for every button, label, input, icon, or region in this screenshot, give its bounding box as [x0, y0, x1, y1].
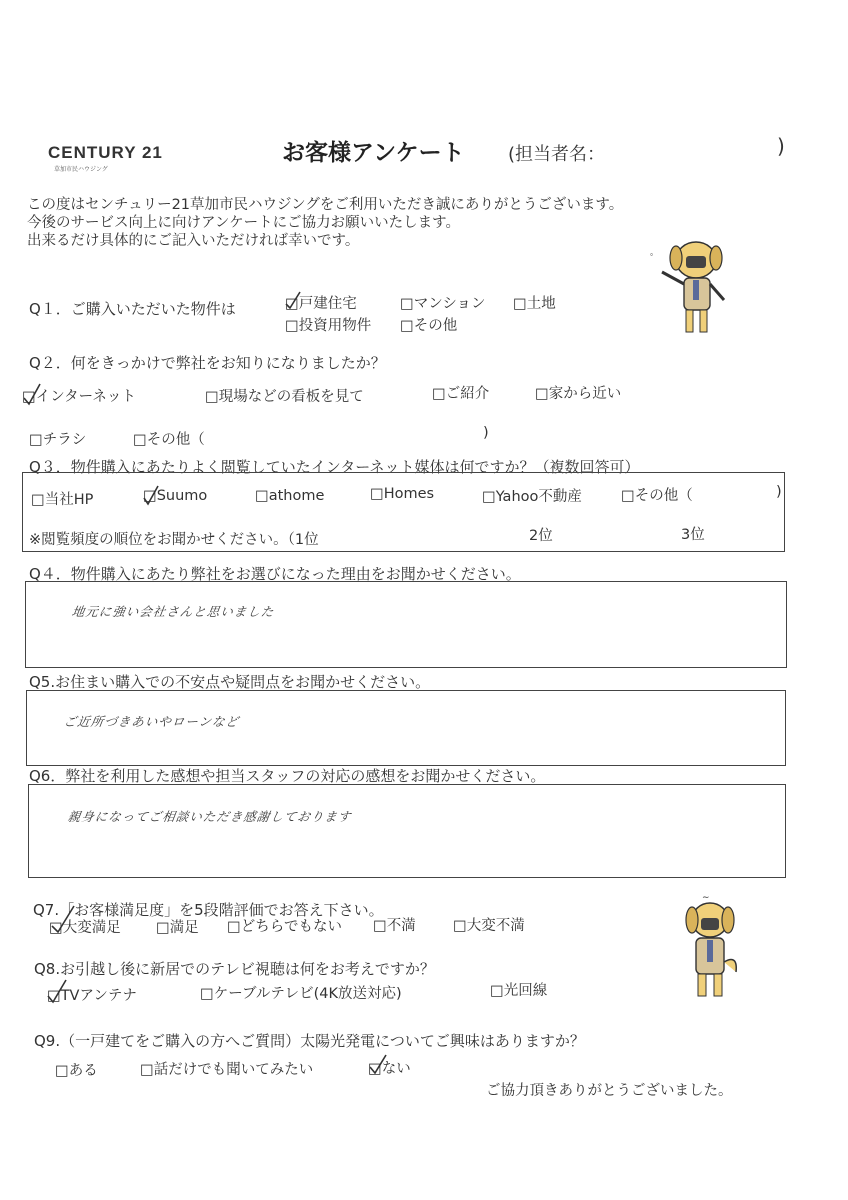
q3-other-close-paren: ): [776, 484, 782, 500]
q2-checkmark-icon: [22, 382, 42, 406]
q1-option-land[interactable]: □土地: [513, 296, 556, 312]
q2-question: Q２．何をきっかけで弊社をお知りになりましたか？: [29, 354, 386, 372]
intro-line-3: 出来るだけ具体的にご記入いただければ幸いです。: [27, 233, 360, 249]
q3-rank-2: 2位: [529, 528, 553, 544]
intro-line-1: この度はセンチュリー21草加市民ハウジングをご利用いただき誠にありがとうございます。: [27, 197, 624, 213]
q2-option-near-home[interactable]: □家から近い: [535, 386, 622, 402]
staff-name-label: (担当者名：: [508, 144, 606, 165]
q3-option-company-hp[interactable]: □当社HP: [31, 492, 94, 508]
q1-checkmark-icon: [284, 290, 302, 310]
q1-option-investment[interactable]: □投資用物件: [285, 318, 372, 334]
q1-option-other[interactable]: □その他: [400, 318, 458, 334]
q5-question: Q5.お住まい購入での不安点や疑問点をお聞かせください。: [29, 673, 431, 691]
q3-option-other[interactable]: □その他（: [621, 488, 693, 504]
q7-question: Q7.「お客様満足度」を5段階評価でお答え下さい。: [33, 901, 384, 919]
q6-answer-box[interactable]: [28, 784, 786, 878]
dog-mascot-bowing-icon: [672, 892, 750, 1002]
q2-other-close-paren: ): [483, 425, 489, 441]
q1-question: Q１．ご購入いただいた物件は: [29, 300, 236, 318]
q5-handwritten-answer: ご近所づきあいやローンなど: [62, 714, 241, 729]
q9-option-yes[interactable]: □ある: [55, 1063, 98, 1079]
q3-option-yahoo[interactable]: □Yahoo不動産: [482, 489, 582, 505]
staff-name-close-paren: ): [777, 134, 785, 158]
q6-question: Q6．弊社を利用した感想や担当スタッフの対応の感想をお聞かせください。: [29, 767, 546, 785]
q7-checkmark-icon: [50, 904, 76, 934]
q8-option-fiber[interactable]: □光回線: [490, 983, 548, 999]
q9-checkmark-icon: [368, 1053, 388, 1075]
q2-option-referral[interactable]: □ご紹介: [432, 386, 490, 402]
q3-option-suumo[interactable]: □Suumo: [143, 488, 208, 504]
q4-question: Q４．物件購入にあたり弊社をお選びになった理由をお聞かせください。: [29, 565, 521, 583]
company-logo: CENTURY 21: [48, 143, 163, 162]
q7-option-dissatisfied[interactable]: □不満: [373, 918, 416, 934]
svg-text:ﾟ: ﾟ: [650, 254, 655, 265]
dog-mascot-pointing-icon: [648, 232, 738, 342]
q4-handwritten-answer: 地元に強い会社さんと思いました: [70, 604, 276, 619]
q1-option-detached-house[interactable]: □戸建住宅: [285, 296, 357, 312]
q3-option-homes[interactable]: □Homes: [370, 486, 435, 502]
q3-checkmark-icon: [142, 484, 160, 506]
q7-option-satisfied[interactable]: □満足: [156, 920, 199, 936]
q8-option-cable-tv[interactable]: □ケーブルテレビ(4K放送対応): [200, 986, 402, 1002]
q3-question: Q３．物件購入にあたりよく閲覧していたインターネット媒体は何ですか？（複数回答可）: [29, 458, 640, 476]
q2-option-internet[interactable]: □インターネット: [22, 389, 136, 405]
closing-thanks: ご協力頂きありがとうございました。: [486, 1083, 733, 1099]
svg-text:∼: ∼: [702, 893, 710, 903]
q7-option-very-satisfied[interactable]: □大変満足: [49, 920, 121, 936]
q9-question: Q9.（一戸建てをご購入の方へご質問）太陽光発電についてご興味はありますか？: [34, 1032, 585, 1050]
q2-option-other[interactable]: □その他（: [133, 432, 205, 448]
q8-question: Q8.お引越し後に新居でのテレビ視聴は何をお考えですか？: [34, 960, 435, 978]
q6-handwritten-answer: 親身になってご相談いただき感謝しております: [66, 809, 353, 824]
intro-line-2: 今後のサービス向上に向けアンケートにご協力お願いいたします。: [27, 215, 460, 231]
q3-rank-instruction: ※閲覧頻度の順位をお聞かせください。（1位: [29, 532, 319, 548]
q3-rank-3: 3位: [681, 527, 705, 543]
q3-option-athome[interactable]: □athome: [255, 488, 325, 504]
q2-option-flyer[interactable]: □チラシ: [29, 432, 87, 448]
q9-option-just-listen[interactable]: □話だけでも聞いてみたい: [140, 1062, 314, 1078]
page-title: お客様アンケート: [282, 140, 465, 166]
company-logo-subtitle: 草加市民ハウジング: [54, 166, 108, 173]
q8-option-tv-antenna[interactable]: □TVアンテナ: [47, 988, 137, 1004]
q8-checkmark-icon: [46, 978, 68, 1004]
q1-option-condominium[interactable]: □マンション: [400, 296, 486, 312]
q7-option-very-dissatisfied[interactable]: □大変不満: [453, 918, 525, 934]
q2-option-signboard[interactable]: □現場などの看板を見て: [205, 389, 364, 405]
q9-option-no[interactable]: □ない: [368, 1061, 411, 1077]
q7-option-neutral[interactable]: □どちらでもない: [227, 919, 343, 935]
q4-answer-box[interactable]: [25, 581, 787, 668]
